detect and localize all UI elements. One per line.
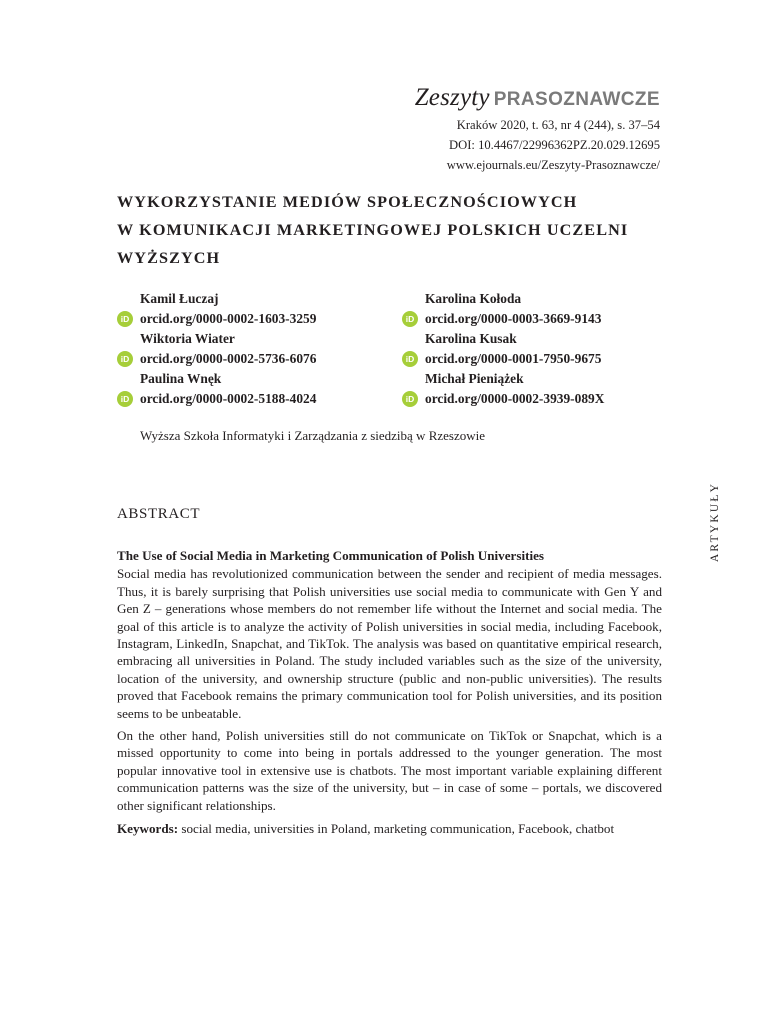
- authors-right-column: [402, 289, 604, 409]
- author-name: Paulina Wnęk: [140, 371, 222, 386]
- orcid-icon: iD: [402, 311, 418, 327]
- article-title-line: WYŻSZYCH: [117, 249, 221, 267]
- abstract-heading: ABSTRACT: [117, 506, 201, 522]
- journal-name-italic: Zeszyty: [414, 84, 490, 111]
- orcid-link[interactable]: orcid.org/0000-0001-7950-9675: [425, 351, 602, 366]
- orcid-link[interactable]: orcid.org/0000-0002-5188-4024: [140, 391, 317, 406]
- journal-citation: Kraków 2020, t. 63, nr 4 (244), s. 37–54: [456, 118, 660, 132]
- article-title-line: W KOMUNIKACJI MARKETINGOWEJ POLSKICH UCZELNI: [117, 221, 629, 239]
- orcid-link[interactable]: orcid.org/0000-0002-5736-6076: [140, 351, 317, 366]
- section-side-label: [706, 482, 724, 562]
- author-name: Michał Pieniążek: [425, 371, 524, 386]
- keywords: [117, 820, 662, 837]
- author-orcid[interactable]: [402, 309, 604, 329]
- journal-url[interactable]: www.ejournals.eu/Zeszyty-Prasoznawcze/: [446, 158, 660, 172]
- author-orcid[interactable]: [117, 349, 316, 369]
- author-name: Wiktoria Wiater: [140, 331, 235, 346]
- orcid-icon: iD: [117, 351, 133, 367]
- author-orcid[interactable]: [402, 349, 604, 369]
- journal-header: [415, 84, 660, 175]
- keywords-label: Keywords:: [117, 821, 179, 837]
- orcid-icon: iD: [117, 311, 133, 327]
- abstract-body: [117, 547, 662, 838]
- orcid-link[interactable]: orcid.org/0000-0003-3669-9143: [425, 311, 602, 326]
- journal-doi: DOI: 10.4467/22996362PZ.20.029.12695: [449, 138, 660, 152]
- orcid-icon: iD: [117, 391, 133, 407]
- orcid-icon: iD: [402, 351, 418, 367]
- abstract-subtitle: The Use of Social Media in Marketing Communication of Polish Universities: [117, 548, 544, 563]
- orcid-link[interactable]: orcid.org/0000-0002-3939-089X: [425, 391, 605, 406]
- authors-left-column: [117, 289, 316, 409]
- author-name: Karolina Kusak: [425, 331, 517, 346]
- author-name: Karolina Kołoda: [425, 291, 522, 306]
- article-title: [117, 188, 657, 272]
- author-orcid[interactable]: [117, 389, 316, 409]
- article-title-line: WYKORZYSTANIE MEDIÓW SPOŁECZNOŚCIOWYCH: [117, 193, 578, 211]
- abstract-paragraph: Social media has revolutionized communication between the sender and recipient of media messages. Thus, it is barely surprising that Polish universities use social media to communicate with Gen Y and Gen Z – generations whose members do not remember life without the Internet and social media. The goal of this article is to analyze the activity of Polish universities in social media, including Facebook, Instagram, LinkedIn, Snapchat, and TikTok. The analysis was based on quantitative empirical research, embracing all universities in Poland. The study included variables such as the size of the university, location of the university, and ownership structure (public and non-public universities). The results proved that Facebook remains the primary communication tool for Polish universities, and its position seems to be unbeatable.: [117, 566, 662, 721]
- affiliation: Wyższa Szkoła Informatyki i Zarządzania z siedzibą w Rzeszowie: [140, 428, 486, 443]
- orcid-link[interactable]: orcid.org/0000-0002-1603-3259: [140, 311, 317, 326]
- section-side-label-text: ARTYKUŁY: [709, 481, 721, 563]
- journal-title: [415, 84, 660, 115]
- abstract-paragraph: On the other hand, Polish universities still do not communicate on TikTok or Snapchat, which is a missed opportunity to come into being in portals addressed to the younger generation. The most popular innovative tool in extensive use is chatbots. The most important variable explaining different communication patterns was the size of the university, but – in case of some – portals, we discovered other significant relationships.: [117, 728, 662, 813]
- author-orcid[interactable]: [402, 389, 604, 409]
- keywords-list: social media, universities in Poland, marketing communication, Facebook, chatbot: [181, 821, 615, 837]
- orcid-icon: iD: [402, 391, 418, 407]
- journal-name-bold: PRASOZNAWCZE: [493, 89, 660, 110]
- author-name: Kamil Łuczaj: [140, 291, 219, 306]
- author-orcid[interactable]: [117, 309, 316, 329]
